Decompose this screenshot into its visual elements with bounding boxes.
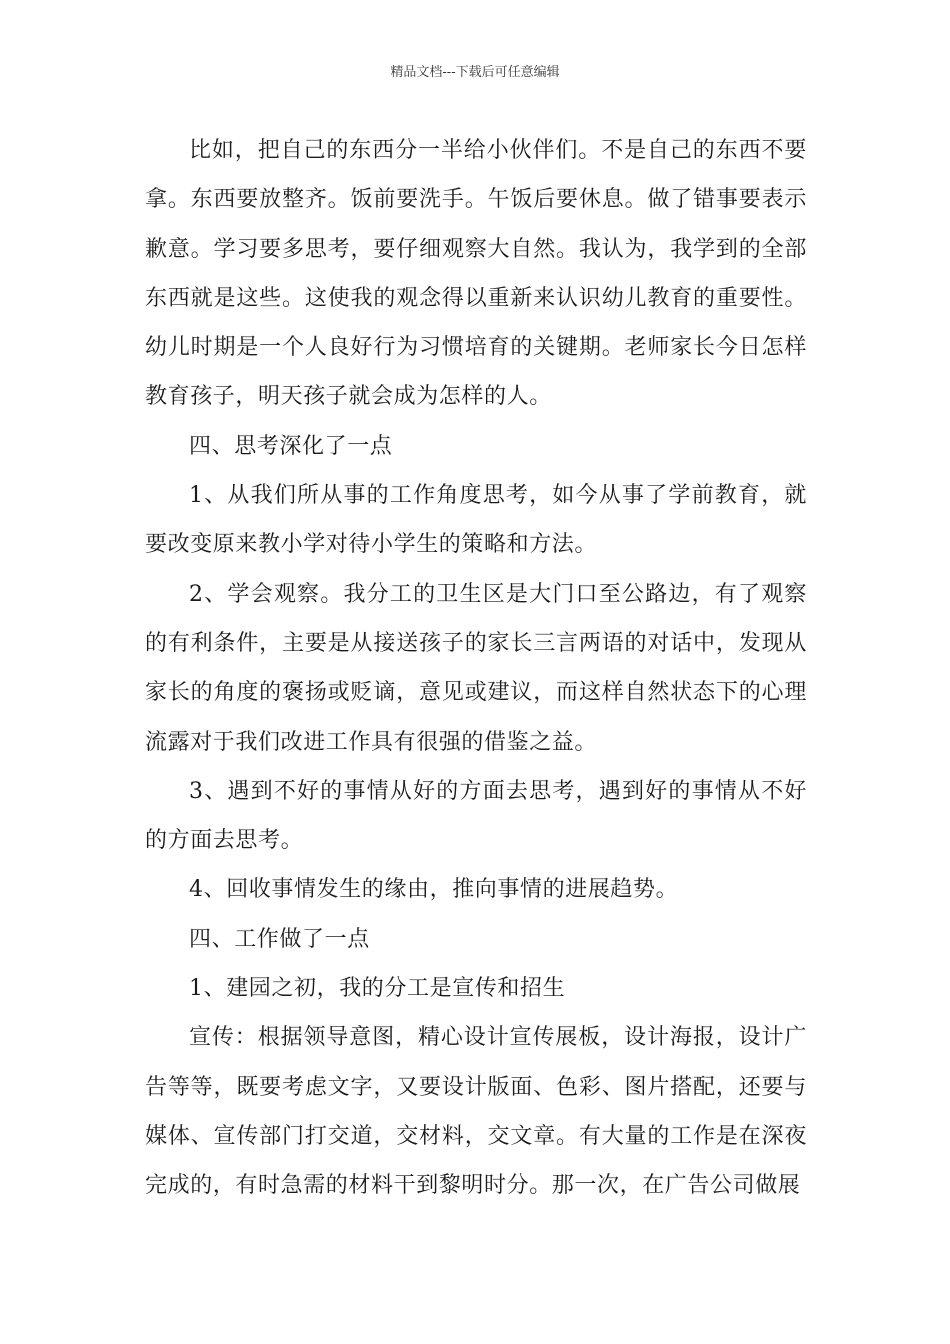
- section-heading-thinking: 四、思考深化了一点: [189, 433, 393, 459]
- list-item-3: 3、遇到不好的事情从好的方面去思考，遇到好的事情从不好的方面去思考。: [145, 778, 807, 854]
- work-item-1: 1、建园之初，我的分工是宣传和招生: [189, 976, 566, 1002]
- paragraph-intro: 比如，把自己的东西分一半给小伙伴们。不是自己的东西不要拿。东西要放整齐。饭前要洗手。午饭后要休息。做了错事要表示歉意。学习要多思考，要仔细观察大自然。我认为，我学到的全部东西就是这些。这使我的观念得以重新来认识幼儿教育的重要性。幼儿时期是一个人良好行为习惯培育的关键期。老师家长今日怎样教育孩子，明天孩子就会成为怎样的人。: [145, 138, 807, 410]
- list-item-1: 1、从我们所从事的工作角度思考，如今从事了学前教育，就要改变原来教小学对待小学生的策略和方法。: [145, 483, 807, 558]
- section-heading-work: 四、工作做了一点: [189, 926, 370, 952]
- paragraph-publicity: 宣传：根据领导意图，精心设计宣传展板，设计海报，设计广告等等，既要考虑文字，又要设计版面、色彩、图片搭配，还要与媒体、宣传部门打交道，交材料，交文章。有大量的工作是在深夜完成的，有时急需的材料干到黎明时分。那一次，在广告公司做展: [145, 1025, 807, 1199]
- list-item-4: 4、回收事情发生的缘由，推向事情的进展趋势。: [189, 877, 679, 903]
- page-header: 精品文档---下载后可任意编辑: [390, 65, 560, 80]
- document-body: [145, 126, 807, 1211]
- list-item-2: 2、学会观察。我分工的卫生区是大门口至公路边，有了观察的有利条件，主要是从接送孩子的家长三言两语的对话中，发现从家长的角度的褒扬或贬谪，意见或建议，而这样自然状态下的心理流露对于我们改进工作具有很强的借鉴之益。: [145, 581, 807, 755]
